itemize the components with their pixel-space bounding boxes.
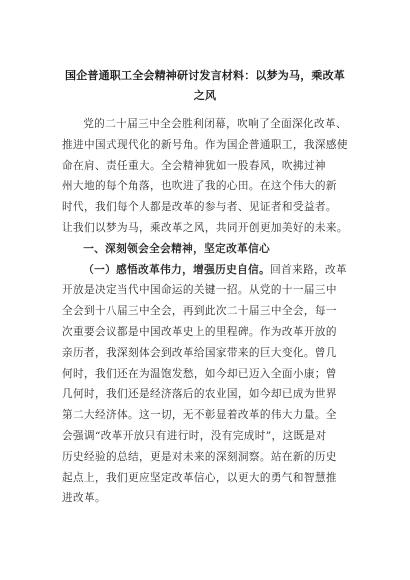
paragraph-line: 进改革。 xyxy=(62,492,106,505)
paragraph-line: 推进中国式现代化的新号角。作为国企普通职工，我深感使 xyxy=(62,138,348,151)
paragraph-line: 第二大经济体。这一切，无不彰显着改革的伟大力量。全 xyxy=(62,409,337,422)
document-body xyxy=(62,114,358,509)
paragraph-line: 起点上，我们更应坚定改革信心，以更大的勇气和智慧推 xyxy=(62,471,337,484)
paragraph-intro xyxy=(62,114,358,239)
title-line-1: 国企普通职工全会精神研讨发言材料：以梦为马，乘改革 xyxy=(65,69,345,82)
subsection-heading: （一）感悟改革伟力，增强历史自信。 xyxy=(83,263,271,276)
subsection-lead-rest: 回首来路，改革 xyxy=(270,263,348,276)
paragraph-line: 亲历者，我深刻体会到改革给国家带来的巨大变化。曾几 xyxy=(62,346,337,359)
paragraph-line: 全会到十八届三中全会，再到此次二十届三中全会，每一 xyxy=(62,305,337,318)
paragraph-line: 时代，我们每个人都是改革的参与者、见证者和受益者。 xyxy=(62,201,337,214)
paragraph-line xyxy=(62,260,358,281)
title-line-2: 之风 xyxy=(193,89,217,102)
paragraph-line: 党的二十届三中全会胜利闭幕，吹响了全面深化改革、 xyxy=(83,118,348,130)
paragraph-line: 州大地的每个角落，也吹进了我的心田。在这个伟大的新 xyxy=(62,180,337,193)
document-title xyxy=(0,66,410,106)
paragraph-line: 会强调“改革开放只有进行时，没有完成时”，这既是对 xyxy=(62,429,327,442)
paragraph-line: 开放是决定当代中国命运的关键一招。从党的十一届三中 xyxy=(62,284,337,297)
paragraph-line: 何时，我们还在为温饱发愁，如今却已迈入全面小康；曾 xyxy=(62,367,337,380)
paragraph-line: 历史经验的总结，更是对未来的深刻洞察。站在新的历史 xyxy=(62,450,337,463)
paragraph-reform xyxy=(62,260,358,510)
paragraph-line: 次重要会议都是中国改革史上的里程碑。作为改革开放的 xyxy=(62,325,337,338)
paragraph-line: 几何时，我们还是经济落后的农业国，如今却已成为世界 xyxy=(62,388,337,401)
paragraph-line: 命在肩、责任重大。全会精神犹如一股春风，吹拂过神 xyxy=(62,159,326,172)
paragraph-line: 让我们以梦为马，乘改革之风，共同开创更加美好的未来。 xyxy=(62,221,348,234)
section-heading: 一、深刻领会全会精神，坚定改革信心 xyxy=(83,242,271,255)
